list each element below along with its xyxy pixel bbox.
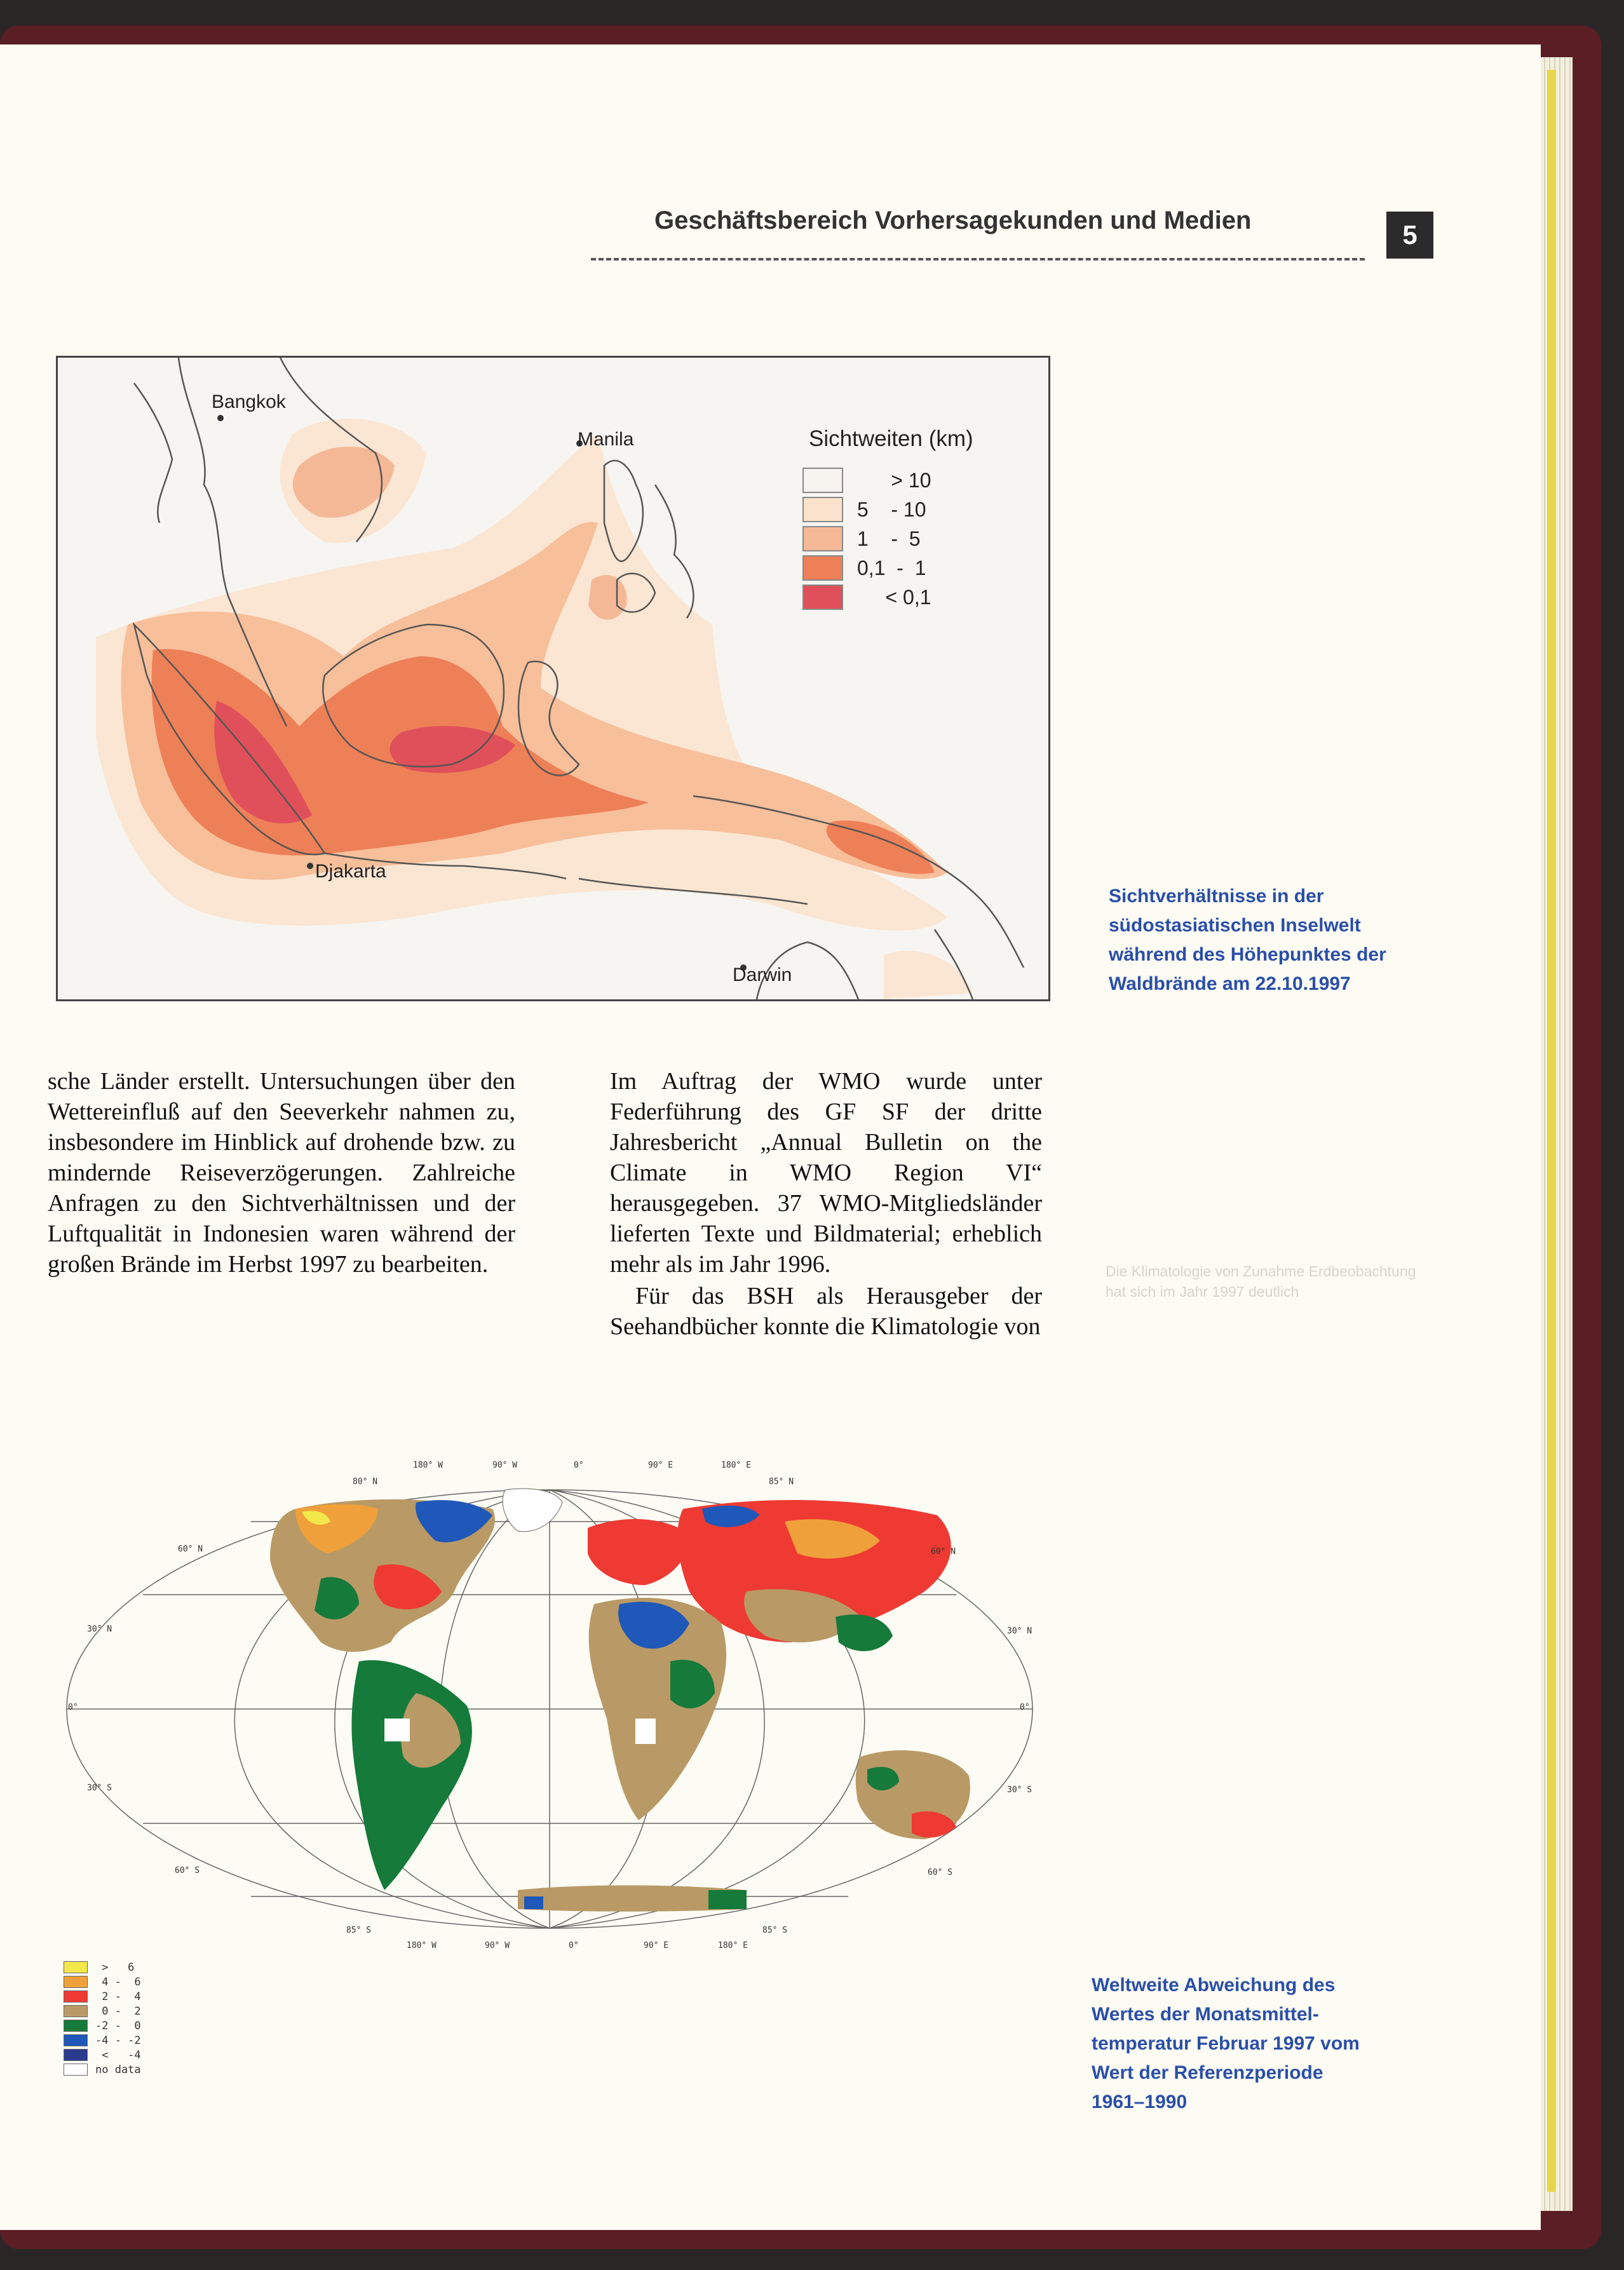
longitude-label: 90° E	[648, 1461, 673, 1470]
legend-label: > 6	[95, 1961, 135, 1974]
legend-row	[802, 553, 973, 583]
legend-swatch	[64, 2020, 88, 2032]
temperature-legend	[64, 1960, 141, 2077]
show-through-text: Die Klimatologie von Zunahme Erdbeobachtung hat sich im Jahr 1997 deutlich	[1106, 1263, 1416, 1300]
world-map-caption	[1092, 1971, 1360, 2117]
caption-line: Wertes der Monatsmittel-	[1092, 2004, 1319, 2025]
latitude-label: 0°	[68, 1703, 78, 1712]
legend-swatch	[64, 1976, 88, 1988]
region-africa-nodata	[635, 1719, 656, 1744]
page-number-badge: 5	[1386, 212, 1433, 259]
latitude-label: 60° N	[931, 1547, 956, 1557]
visibility-legend	[802, 426, 973, 612]
legend-title: Sichtweiten (km)	[809, 426, 973, 451]
paragraph: Für das BSH als Herausgeber der Seehandbücher konnte die Klimatologie von	[610, 1283, 1042, 1340]
latitude-label: 85° S	[762, 1926, 788, 1935]
visibility-map-caption	[1109, 882, 1386, 999]
caption-line: 1961–1990	[1092, 2091, 1188, 2112]
longitude-label: 0°	[569, 1941, 579, 1950]
longitude-label: 90° W	[492, 1461, 518, 1470]
caption-line: Waldbrände am 22.10.1997	[1109, 973, 1351, 994]
legend-label: -4 - -2	[95, 2034, 141, 2047]
legend-label: no data	[95, 2063, 141, 2076]
legend-row	[802, 466, 973, 495]
city-dot-djakarta	[307, 863, 313, 869]
legend-label: < -4	[95, 2048, 141, 2062]
city-label-djakarta: Djakarta	[315, 861, 386, 882]
legend-label: 2 - 4	[95, 1990, 141, 2003]
legend-row	[802, 495, 973, 524]
body-column-2	[610, 1066, 1042, 1342]
region-south-america	[351, 1660, 471, 1890]
legend-row	[64, 2048, 141, 2062]
legend-row	[802, 524, 973, 553]
region-europe	[588, 1519, 689, 1585]
legend-swatch	[64, 2005, 88, 2017]
latitude-label: 85° N	[769, 1477, 794, 1487]
legend-row	[64, 2004, 141, 2018]
legend-swatch	[64, 1990, 88, 2003]
legend-label: 0 - 2	[95, 2004, 141, 2018]
latitude-label: 60° N	[178, 1544, 203, 1554]
legend-label: -2 - 0	[95, 2019, 141, 2032]
header-rule	[591, 258, 1365, 260]
region-antarctica-blue	[524, 1896, 543, 1909]
latitude-label: 85° S	[346, 1926, 372, 1935]
legend-swatch	[64, 2064, 88, 2076]
latitude-label: 60° S	[928, 1868, 953, 1877]
legend-swatch	[802, 526, 843, 551]
caption-line: während des Höhepunktes der	[1109, 944, 1386, 965]
section-title: Geschäftsbereich Vorhersagekunden und Medien	[654, 206, 1252, 234]
body-column-1	[48, 1066, 515, 1280]
paragraph: Im Auftrag der WMO wurde unter Federführung des GF SF der dritte Jahresbericht „Annual Bulletin on the Climate in WMO Region VI“ herausgegeben. 37 WMO-Mitgliedsländer lieferten Texte und Bildmaterial; erheblich mehr als im Jahr 1996.	[610, 1068, 1042, 1278]
legend-swatch	[802, 497, 843, 522]
legend-label: 0,1 - 1	[857, 556, 926, 579]
latitude-label: 30° N	[87, 1625, 112, 1634]
legend-row	[802, 583, 973, 612]
legend-swatch	[802, 584, 843, 610]
longitude-label: 180° E	[718, 1941, 748, 1950]
latitude-label: 60° S	[175, 1866, 200, 1875]
longitude-label: 0°	[574, 1461, 584, 1470]
visibility-map	[56, 356, 1050, 1001]
legend-swatch	[64, 1961, 88, 1973]
latitude-label: 30° S	[1007, 1785, 1032, 1795]
legend-row	[64, 1960, 141, 1975]
region-antarctica-green	[708, 1890, 747, 1909]
legend-row	[64, 1989, 141, 2004]
legend-swatch	[64, 2034, 88, 2046]
city-label-bangkok: Bangkok	[212, 391, 286, 412]
legend-row	[64, 2033, 141, 2048]
latitude-label: 30° S	[87, 1783, 112, 1793]
region-greenland	[503, 1489, 562, 1532]
city-label-manila: Manila	[578, 429, 634, 450]
paragraph: sche Länder erstellt. Untersuchungen über den Wettereinfluß auf den Seeverkehr nahmen zu, insbesondere im Hinblick auf drohende bzw. zu mindernde Reiseverzögerungen. Zahlreiche Anfragen zu den Sichtverhältnissen und der Luftqualität in Indonesien waren während der großen Brände im Herbst 1997 zu bearbeiten.	[48, 1068, 515, 1278]
world-anomaly-map-svg	[60, 1452, 1039, 1960]
world-anomaly-map	[60, 1452, 1039, 1960]
legend-label: < 0,1	[857, 585, 931, 609]
caption-line: temperatur Februar 1997 vom	[1092, 2033, 1360, 2054]
legend-swatch	[64, 2049, 88, 2061]
region-asia-green	[836, 1614, 893, 1651]
legend-row	[64, 2018, 141, 2033]
legend-swatch	[802, 555, 843, 581]
legend-row	[64, 2062, 141, 2077]
caption-line: südostasiatischen Inselwelt	[1109, 915, 1361, 936]
caption-line: Weltweite Abweichung des	[1092, 1975, 1336, 1996]
legend-row	[64, 1975, 141, 1989]
legend-label: > 10	[857, 468, 931, 492]
latitude-label: 30° N	[1007, 1626, 1032, 1636]
longitude-label: 180° W	[413, 1461, 443, 1470]
legend-label: 4 - 6	[95, 1975, 141, 1989]
longitude-label: 180° E	[721, 1461, 751, 1470]
region-sa-nodata	[384, 1719, 410, 1741]
haze-zone-light	[884, 951, 973, 999]
legend-swatch	[802, 468, 843, 493]
city-dot-bangkok	[217, 415, 224, 421]
legend-label: 1 - 5	[857, 527, 921, 550]
caption-line: Wert der Referenzperiode	[1092, 2062, 1323, 2083]
yellow-bookmark-edge	[1547, 70, 1556, 2192]
latitude-label: 80° N	[353, 1477, 378, 1487]
caption-line: Sichtverhältnisse in der	[1109, 886, 1324, 907]
longitude-label: 90° W	[485, 1941, 510, 1950]
longitude-label: 180° W	[407, 1941, 436, 1950]
longitude-label: 90° E	[644, 1941, 669, 1950]
latitude-label: 0°	[1020, 1703, 1030, 1712]
legend-label: 5 - 10	[857, 497, 926, 521]
city-label-darwin: Darwin	[733, 964, 792, 985]
